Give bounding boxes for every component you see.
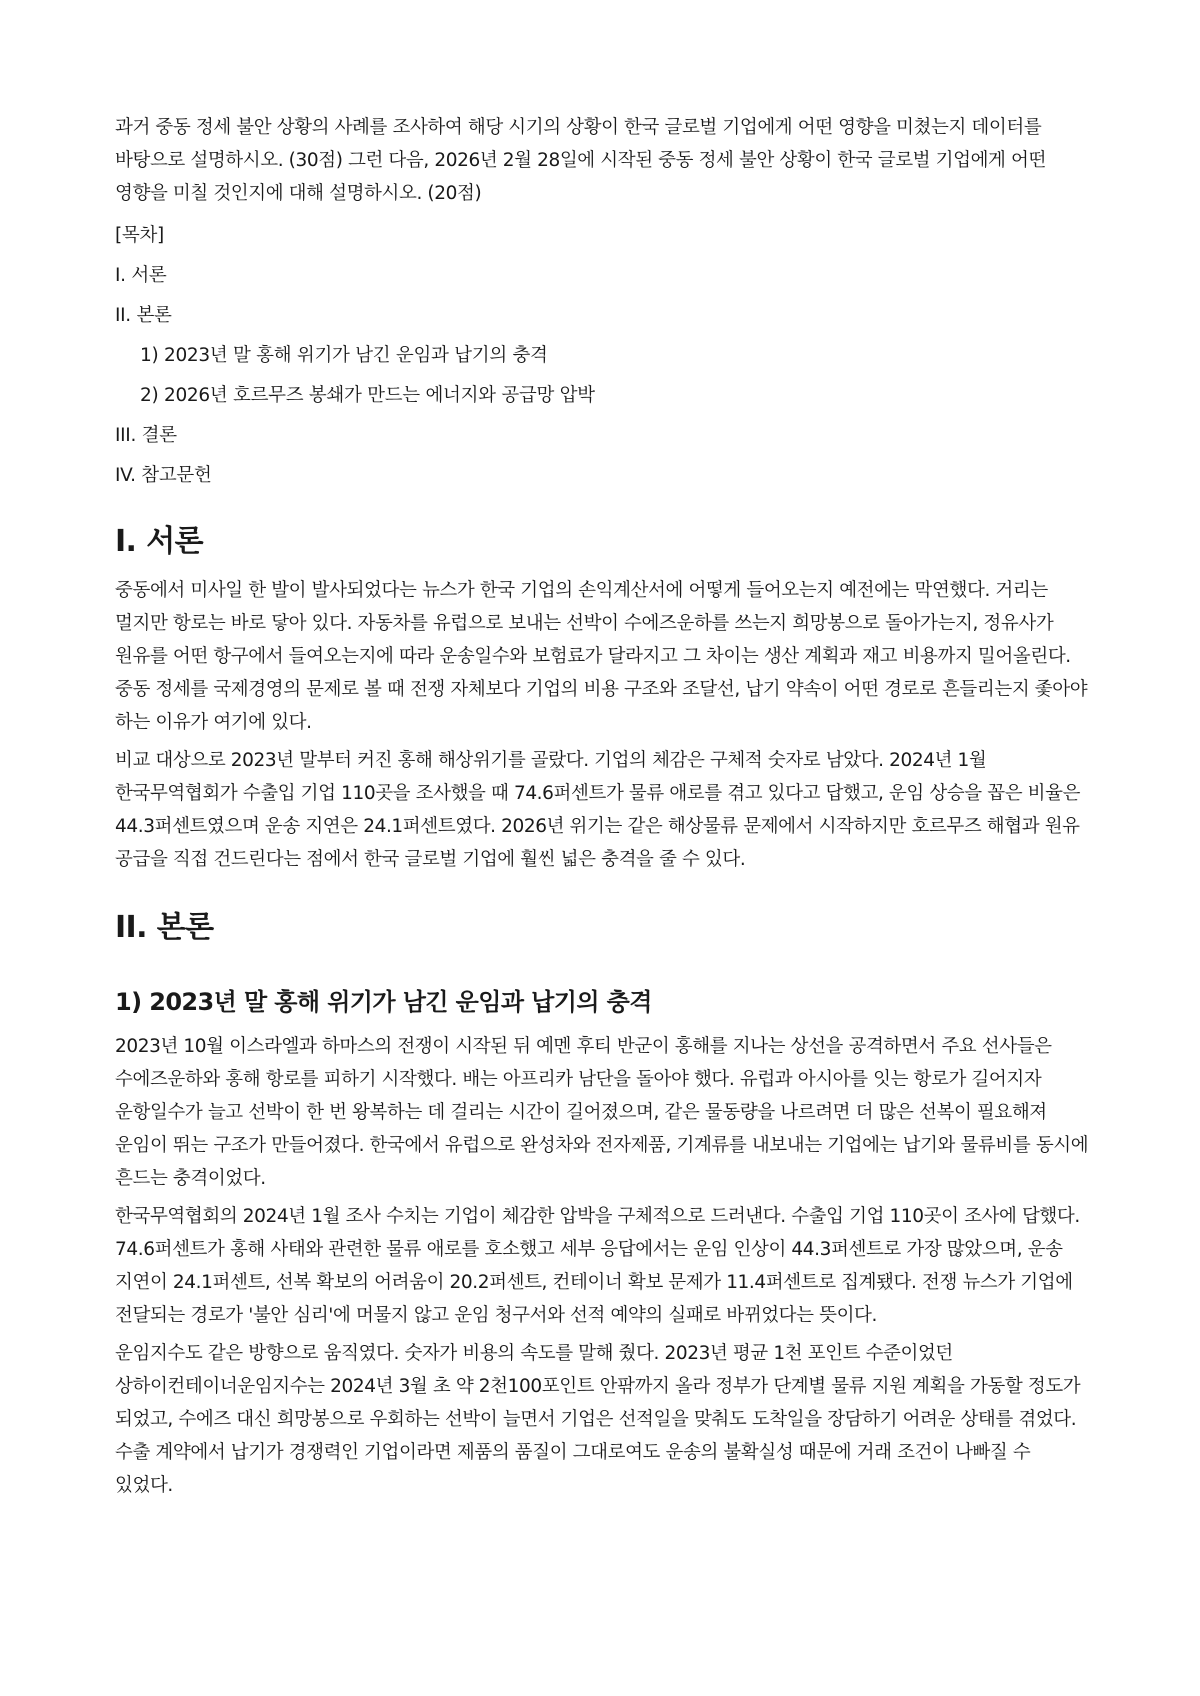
table-of-contents xyxy=(115,216,1090,496)
toc-item-body: II. 본론 xyxy=(115,305,172,326)
toc-item-conclusion: III. 결론 xyxy=(115,425,177,446)
toc-item-intro: I. 서론 xyxy=(115,265,167,286)
toc-item-references: IV. 참고문헌 xyxy=(115,465,212,486)
toc-heading: [목차] xyxy=(115,225,164,246)
section-1-heading: 1) 2023년 말 홍해 위기가 남긴 운임과 납기의 충격 xyxy=(115,988,652,1016)
section-1-paragraph: 한국무역협회의 2024년 1월 조사 수치는 기업이 체감한 압박을 구체적으로 드러낸다. 수출입 기업 110곳이 조사에 답했다. 74.6퍼센트가 홍해 사태와 관련한 물류 애로를 호소했고 세부 응답에서는 운임 인상이 44.3퍼센트로 가장 많았으며, 운송 지연이 24.1퍼센트, 선복 확보의 어려움이 20.2퍼센트, 컨테이너 확보 문제가 11.4퍼센트로 집계됐다. 전쟁 뉴스가 기업에 전달되는 경로가 '불안 심리'에 머물지 않고 운임 청구서와 선적 예약의 실패로 바뀌었다는 뜻이다. xyxy=(115,1206,1080,1326)
toc-item-body-section-1: 1) 2023년 말 홍해 위기가 남긴 운임과 납기의 충격 xyxy=(140,345,548,366)
section-1-paragraph: 2023년 10월 이스라엘과 하마스의 전쟁이 시작된 뒤 예멘 후티 반군이 홍해를 지나는 상선을 공격하면서 주요 선사들은 수에즈운하와 홍해 항로를 피하기 시작했다. 배는 아프리카 남단을 돌아야 했다. 유럽과 아시아를 잇는 항로가 길어지자 운항일수가 늘고 선박이 한 번 왕복하는 데 걸리는 시간이 길어졌으며, 같은 물동량을 나르려면 더 많은 선복이 필요해져 운임이 뛰는 구조가 만들어졌다. 한국에서 유럽으로 완성차와 전자제품, 기계류를 내보내는 기업에는 납기와 물류비를 동시에 흔드는 충격이었다. xyxy=(115,1036,1089,1189)
intro-paragraph: 중동에서 미사일 한 발이 발사되었다는 뉴스가 한국 기업의 손익계산서에 어떻게 들어오는지 예전에는 막연했다. 거리는 멀지만 항로는 바로 닿아 있다. 자동차를 유럽으로 보내는 선박이 수에즈운하를 쓰는지 희망봉으로 돌아가는지, 정유사가 원유를 어떤 항구에서 들여오는지에 따라 운송일수와 보험료가 달라지고 그 차이는 생산 계획과 재고 비용까지 밀어올린다. 중동 정세를 국제경영의 문제로 볼 때 전쟁 자체보다 기업의 비용 구조와 조달선, 납기 약속이 어떤 경로로 흔들리는지 좇아야 하는 이유가 여기에 있다. xyxy=(115,580,1088,733)
toc-item-body-section-2: 2) 2026년 호르무즈 봉쇄가 만드는 에너지와 공급망 압박 xyxy=(140,385,595,406)
intro-paragraph: 비교 대상으로 2023년 말부터 커진 홍해 해상위기를 골랐다. 기업의 체감은 구체적 숫자로 남았다. 2024년 1월 한국무역협회가 수출입 기업 110곳을 조사했을 때 74.6퍼센트가 물류 애로를 겪고 있다고 답했고, 운임 상승을 꼽은 비율은 44.3퍼센트였으며 운송 지연은 24.1퍼센트였다. 2026년 위기는 같은 해상물류 문제에서 시작하지만 호르무즈 해협과 원유 공급을 직접 건드린다는 점에서 한국 글로벌 기업에 훨씬 넓은 충격을 줄 수 있다. xyxy=(115,750,1081,870)
intro-heading: I. 서론 xyxy=(115,524,203,559)
section-1-paragraph: 운임지수도 같은 방향으로 움직였다. 숫자가 비용의 속도를 말해 줬다. 2023년 평균 1천 포인트 수준이었던 상하이컨테이너운임지수는 2024년 3월 초 약 2천100포인트 안팎까지 올라 정부가 단계별 물류 지원 계획을 가동할 정도가 되었고, 수에즈 대신 희망봉으로 우회하는 선박이 늘면서 기업은 선적일을 맞춰도 도착일을 장담하기 어려운 상태를 겪었다. 수출 계약에서 납기가 경쟁력인 기업이라면 제품의 품질이 그대로여도 운송의 불확실성 때문에 거래 조건이 나빠질 수 있었다. xyxy=(115,1343,1081,1496)
body-heading: II. 본론 xyxy=(115,910,214,945)
assignment-question: 과거 중동 정세 불안 상황의 사례를 조사하여 해당 시기의 상황이 한국 글로벌 기업에게 어떤 영향을 미쳤는지 데이터를 바탕으로 설명하시오. (30점) 그런 다음, 2026년 2월 28일에 시작된 중동 정세 불안 상황이 한국 글로벌 기업에게 어떤 영향을 미칠 것인지에 대해 설명하시오. (20점) xyxy=(115,117,1046,204)
